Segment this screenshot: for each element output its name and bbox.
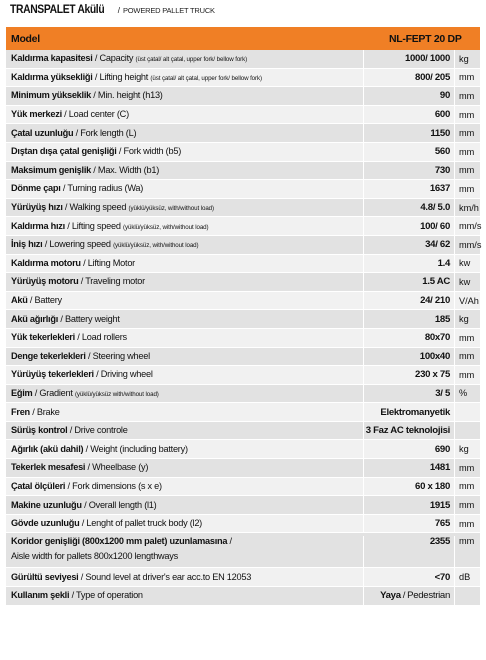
spec-label	[6, 221, 363, 232]
table-row	[6, 533, 480, 568]
spec-value	[363, 568, 454, 586]
spec-value	[363, 106, 454, 124]
spec-label-en: Weight (including battery)	[90, 443, 188, 454]
spec-label-en: Max. Width (b1)	[97, 164, 160, 175]
spec-label-tr: Denge tekerlekleri	[11, 350, 86, 361]
spec-rows	[6, 50, 480, 606]
spec-label-en: Overall length (l1)	[88, 499, 157, 510]
spec-label-tr: Sürüş kontrol	[11, 425, 68, 436]
spec-label	[6, 407, 363, 418]
spec-label	[6, 53, 363, 64]
spec-value-text: <70	[434, 571, 450, 583]
spec-label-en: Battery	[34, 295, 62, 305]
table-row	[6, 255, 480, 274]
spec-label-tr: Yük tekerlekleri	[11, 332, 75, 343]
spec-value-text: Elektromanyetik	[380, 406, 450, 418]
spec-value-text: 3/ 5	[435, 387, 450, 399]
spec-value	[363, 180, 454, 198]
spec-label	[6, 332, 363, 343]
spec-label-tr: Tekerlek mesafesi	[11, 462, 86, 473]
spec-label-tr: Fren	[11, 406, 30, 417]
table-row	[6, 310, 480, 329]
table-row	[6, 587, 480, 606]
spec-value-text: 230 x 75	[415, 369, 450, 381]
spec-label	[6, 314, 363, 325]
spec-label-tr: Kullanım şekli	[11, 590, 70, 601]
spec-label-en: Lenght of pallet truck body (l2)	[86, 518, 202, 529]
spec-value	[363, 385, 454, 403]
table-row	[6, 366, 480, 385]
spec-label	[6, 146, 363, 157]
spec-label	[6, 536, 363, 562]
spec-value-text: 1.5 AC	[422, 276, 450, 288]
spec-label-en: Fork dimensions (s x e)	[72, 480, 162, 491]
spec-value	[363, 403, 454, 421]
table-row	[6, 69, 480, 88]
label-separator: /	[78, 276, 86, 287]
label-separator: /	[58, 313, 65, 324]
spec-label-note: (üst çatal/ alt çatal, upper fork/ bellow fork)	[135, 56, 248, 64]
spec-value-en: Pedestrian	[407, 590, 450, 602]
table-row	[6, 515, 480, 534]
spec-label-note: (yüklü/yüksüz, with/without load)	[123, 223, 209, 231]
spec-value-text: 1150	[430, 127, 450, 139]
spec-unit: mm	[454, 124, 480, 142]
spec-unit: mm	[454, 69, 480, 87]
table-row	[6, 106, 480, 125]
table-row	[6, 292, 480, 311]
spec-label	[6, 444, 363, 455]
label-separator: /	[73, 127, 81, 138]
spec-unit: mm	[454, 329, 480, 347]
spec-unit	[454, 422, 480, 440]
spec-label	[6, 462, 363, 473]
spec-label-en: Walking speed	[69, 202, 127, 213]
spec-label-en: Capacity	[99, 53, 134, 64]
spec-label	[6, 351, 363, 362]
spec-label	[6, 128, 363, 139]
spec-label-tr: Makine uzunluğu	[11, 499, 82, 510]
spec-label-en-line2: Aisle width for pallets 800x1200 lengthways	[11, 551, 178, 562]
spec-label-tr: Yürüyüş hızı	[11, 202, 63, 213]
title-sub: POWERED PALLET TRUCK	[123, 6, 215, 15]
spec-value	[363, 422, 454, 440]
spec-label-en: Turning radius (Wa)	[67, 183, 144, 194]
spec-label-en: Steering wheel	[92, 350, 150, 361]
spec-value	[363, 536, 454, 567]
header-label: Model	[11, 32, 40, 45]
spec-unit: %	[454, 385, 480, 403]
spec-label-tr: Yürüyüş motoru	[11, 276, 79, 287]
table-row	[6, 143, 480, 162]
spec-value-text: 1481	[429, 462, 450, 474]
spec-label-tr: Ağırlık (akü dahil)	[11, 443, 84, 454]
spec-label	[6, 258, 363, 269]
table-row	[6, 273, 480, 292]
spec-label-en: Wheelbase (y)	[92, 462, 149, 473]
spec-table	[6, 27, 480, 606]
label-separator: /	[42, 239, 50, 250]
spec-value-text: 80x70	[424, 332, 450, 344]
label-separator: /	[78, 571, 86, 582]
spec-label-tr: Eğim	[11, 387, 33, 398]
spec-label-tr: Kaldırma kapasitesi	[11, 53, 93, 64]
spec-label-en: Lifting Motor	[87, 257, 135, 268]
spec-label-tr: Gürültü seviyesi	[11, 571, 79, 582]
spec-label	[6, 481, 363, 492]
spec-value	[363, 124, 454, 142]
label-separator: /	[85, 462, 93, 473]
label-separator: /	[61, 109, 69, 120]
spec-value	[363, 329, 454, 347]
label-separator: /	[65, 480, 73, 491]
spec-unit	[454, 403, 480, 421]
spec-label-en: Battery weight	[64, 313, 120, 324]
label-separator: /	[69, 590, 77, 601]
spec-label	[6, 239, 363, 250]
spec-value	[363, 236, 454, 254]
spec-label	[6, 72, 363, 83]
spec-label-en: Sound level at driver's ear acc.to EN 12053	[85, 571, 252, 582]
spec-label-en: Gradient	[39, 387, 73, 398]
spec-label	[6, 590, 363, 601]
spec-label-en: Min. height (h13)	[97, 90, 163, 101]
spec-label-tr: Dıştan dışa çatal genişliği	[11, 146, 117, 157]
table-row	[6, 496, 480, 515]
spec-label	[6, 369, 363, 380]
spec-label-en: Lifting speed	[71, 220, 121, 231]
spec-value	[363, 217, 454, 235]
spec-value-text: 765	[434, 518, 450, 530]
spec-value-text: Yaya	[380, 590, 401, 602]
spec-unit: mm	[454, 87, 480, 105]
spec-value-text: 560	[434, 146, 450, 158]
table-row	[6, 348, 480, 367]
spec-unit: mm/s	[454, 236, 480, 254]
spec-label-tr: Gövde uzunluğu	[11, 518, 80, 529]
spec-label	[6, 165, 363, 176]
spec-label-en: Drive controle	[74, 425, 128, 436]
spec-unit: kg	[454, 440, 480, 458]
table-header	[6, 27, 480, 50]
spec-unit: V/Ah	[454, 292, 480, 310]
table-row	[6, 568, 480, 587]
spec-label-en: Traveling motor	[85, 276, 145, 287]
spec-unit: mm	[454, 536, 480, 567]
label-separator: /	[91, 164, 98, 175]
spec-value-text: 90	[439, 90, 450, 102]
table-row	[6, 236, 480, 255]
table-row	[6, 459, 480, 478]
spec-label-tr: Maksimum genişlik	[11, 164, 91, 175]
value-separator: /	[402, 590, 406, 602]
spec-unit: mm	[454, 106, 480, 124]
spec-value	[363, 515, 454, 533]
label-separator: /	[32, 387, 40, 398]
spec-unit: mm	[454, 366, 480, 384]
label-separator: /	[85, 350, 93, 361]
spec-label-en: Lowering speed	[49, 239, 111, 250]
spec-label	[6, 425, 363, 436]
spec-value-text: 1637	[429, 183, 450, 195]
spec-unit: mm	[454, 478, 480, 496]
spec-unit: mm	[454, 515, 480, 533]
header-model: NL-FEPT 20 DP	[389, 32, 462, 45]
table-row	[6, 329, 480, 348]
spec-label	[6, 183, 363, 194]
spec-label	[6, 572, 363, 583]
spec-unit: kw	[454, 273, 480, 291]
label-separator: /	[79, 518, 87, 529]
spec-label-en: Load rollers	[81, 332, 127, 343]
spec-value	[363, 587, 454, 605]
spec-unit: kg	[454, 310, 480, 328]
label-separator: /	[116, 146, 124, 157]
table-row	[6, 124, 480, 143]
spec-unit: dB	[454, 568, 480, 586]
spec-label-tr: Çatal uzunluğu	[11, 127, 74, 138]
spec-value	[363, 478, 454, 496]
spec-label-en: Type of operation	[76, 590, 143, 601]
label-separator: /	[74, 332, 82, 343]
spec-label-tr: Çatal ölçüleri	[11, 480, 66, 491]
spec-label	[6, 276, 363, 287]
spec-label	[6, 500, 363, 511]
spec-unit: kw	[454, 255, 480, 273]
spec-unit: mm	[454, 180, 480, 198]
table-row	[6, 422, 480, 441]
spec-label-tr: Minimum yükseklik	[11, 90, 91, 101]
spec-unit: mm	[454, 143, 480, 161]
spec-unit: mm	[454, 496, 480, 514]
spec-value	[363, 162, 454, 180]
label-separator: /	[80, 257, 88, 268]
table-row	[6, 162, 480, 181]
table-row	[6, 385, 480, 404]
spec-label	[6, 109, 363, 120]
title-separator: /	[117, 6, 120, 15]
spec-value-text: 1915	[429, 499, 450, 511]
spec-value	[363, 496, 454, 514]
label-separator: /	[91, 90, 98, 101]
label-separator: /	[67, 425, 75, 436]
spec-value-text: 3 Faz AC teknolojisi	[365, 425, 450, 437]
table-row	[6, 87, 480, 106]
spec-label	[6, 295, 363, 306]
spec-value-text: 730	[434, 164, 450, 176]
spec-label-tr: Kaldırma motoru	[11, 257, 81, 268]
spec-label-tr: Akü	[11, 295, 28, 305]
table-row	[6, 478, 480, 497]
spec-unit: mm	[454, 459, 480, 477]
table-row	[6, 180, 480, 199]
spec-label-tr: Koridor genişliği (800x1200 mm palet) uzunlamasına	[11, 536, 228, 547]
spec-value	[363, 273, 454, 291]
spec-unit: mm/s	[454, 217, 480, 235]
table-row	[6, 440, 480, 459]
label-separator: /	[27, 295, 35, 305]
spec-label-en: Driving wheel	[100, 369, 153, 380]
spec-label-tr: Akü ağırlığı	[11, 313, 59, 324]
spec-label-note: (yüklü/yüksüz with/without load)	[74, 390, 159, 398]
spec-label	[6, 518, 363, 529]
spec-value-text: 690	[434, 443, 450, 455]
spec-label-en: Load center (C)	[68, 109, 129, 120]
spec-value	[363, 366, 454, 384]
spec-value-text: 4.8/ 5.0	[420, 202, 450, 214]
spec-label-note: (yüklü/yüksüz, with/without load)	[128, 205, 214, 213]
spec-value	[363, 87, 454, 105]
spec-value	[363, 143, 454, 161]
spec-value	[363, 255, 454, 273]
spec-value	[363, 459, 454, 477]
spec-label-en: Brake	[36, 406, 60, 417]
label-separator: /	[81, 499, 89, 510]
spec-value-text: 34/ 62	[425, 239, 450, 251]
spec-value-text: 24/ 210	[420, 295, 450, 307]
spec-label-tr: Kaldırma hızı	[11, 220, 65, 231]
spec-value-text: 600	[434, 109, 450, 121]
spec-value	[363, 292, 454, 310]
spec-value-text: 1.4	[437, 257, 450, 269]
label-separator: /	[60, 183, 68, 194]
label-separator: /	[64, 220, 72, 231]
label-separator: /	[83, 443, 91, 454]
spec-value	[363, 69, 454, 87]
spec-value	[363, 199, 454, 217]
spec-value-text: 100/ 60	[420, 220, 450, 232]
label-separator: /	[29, 406, 37, 417]
spec-label-tr: Yürüyüş tekerlekleri	[11, 369, 94, 380]
spec-value-text: 60 x 180	[415, 480, 450, 492]
table-row	[6, 403, 480, 422]
label-separator: /	[92, 53, 100, 64]
spec-unit: kg	[454, 50, 480, 68]
spec-unit	[454, 587, 480, 605]
spec-label-note: (üst çatal/ alt çatal, upper fork/ bellow fork)	[150, 74, 262, 82]
table-row	[6, 199, 480, 218]
label-separator: /	[93, 369, 101, 380]
title-main: TRANSPALET Akülü	[10, 4, 105, 16]
spec-label-tr: Kaldırma yüksekliği	[11, 71, 93, 82]
spec-value-text: 185	[434, 313, 450, 325]
label-separator: /	[62, 202, 70, 213]
spec-label-en: Fork width (b5)	[123, 146, 182, 157]
spec-unit: km/h	[454, 199, 480, 217]
spec-unit: mm	[454, 348, 480, 366]
spec-value	[363, 348, 454, 366]
spec-value-text: 2355	[429, 536, 450, 548]
spec-unit: mm	[454, 162, 480, 180]
spec-label-en: Lifting height	[99, 71, 149, 82]
spec-label-tr: İniş hızı	[11, 239, 43, 250]
label-separator: /	[227, 536, 232, 547]
spec-label-tr: Dönme çapı	[11, 183, 61, 194]
spec-value	[363, 440, 454, 458]
table-row	[6, 217, 480, 236]
spec-value-text: 800/ 205	[415, 71, 450, 83]
spec-value	[363, 50, 454, 68]
spec-label	[6, 202, 363, 213]
spec-value-text: 100x40	[419, 350, 450, 362]
spec-label	[6, 388, 363, 399]
page-title	[10, 4, 215, 20]
label-separator: /	[92, 71, 100, 82]
spec-value	[363, 310, 454, 328]
spec-value-text: 1000/ 1000	[404, 53, 450, 65]
table-row	[6, 50, 480, 69]
spec-label-note: (yüklü/yüksüz, with/without load)	[113, 242, 199, 250]
spec-label-en: Fork length (L)	[80, 127, 137, 138]
spec-label-tr: Yük merkezi	[11, 109, 62, 120]
spec-label	[6, 90, 363, 101]
